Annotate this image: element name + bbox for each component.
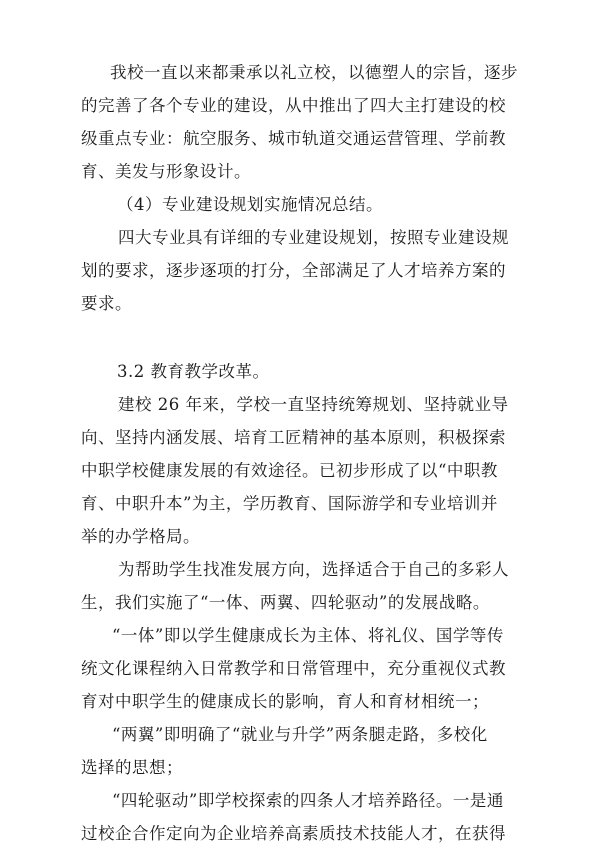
paragraph-2-line-1: 四大专业具有详细的专业建设规划，按照专业建设规 [118, 228, 509, 248]
paragraph-4-line-1: 为帮助学生找准发展方向，选择适合于自己的多彩人 [118, 559, 509, 579]
paragraph-2-line-3: 要求。 [81, 294, 132, 314]
paragraph-6-line-1: “两翼”即明确了“就业与升学”两条腿走路，多校化 [112, 724, 488, 744]
paragraph-1-line-3: 级重点专业：航空服务、城市轨道交通运营管理、学前教 [81, 129, 506, 148]
paragraph-5-line-1: “一体”即以学生健康成长为主体、将礼仪、国学等传 [112, 625, 504, 645]
paragraph-5-line-3: 育对中职学生的健康成长的影响，育人和育材相统一； [81, 691, 489, 711]
section-heading-3-2: 3.2 教育教学改革。 [117, 361, 270, 381]
paragraph-6-line-2: 选择的思想； [81, 757, 183, 777]
paragraph-3-line-5: 举的办学格局。 [81, 526, 200, 546]
paragraph-3-line-4: 育、中职升本”为主，学历教育、国际游学和专业培训并 [81, 493, 498, 513]
paragraph-7-line-2: 过校企合作定向为企业培养高素质技术技能人才，在获得 [81, 824, 506, 843]
paragraph-3-line-3: 中职学校健康发展的有效途径。已初步形成了以“中职教 [81, 460, 498, 480]
paragraph-7-line-1: “四轮驱动”即学校探索的四条人才培养路径。一是通 [112, 790, 504, 810]
paragraph-3-line-1: 建校 26 年来，学校一直坚持统筹规划、坚持就业导 [118, 394, 509, 414]
paragraph-1-line-2: 的完善了各个专业的建设，从中推出了四大主打建设的校 [81, 96, 506, 115]
paragraph-1-line-4: 育、美发与形象设计。 [81, 162, 251, 181]
section-heading-4: （4）专业建设规划实施情况总结。 [117, 195, 383, 215]
paragraph-5-line-2: 统文化课程纳入日常教学和日常管理中，充分重视仪式教 [81, 658, 506, 678]
paragraph-1-line-1: 我校一直以来都秉承以礼立校，以德塑人的宗旨，逐步 [110, 63, 518, 82]
paragraph-3-line-2: 向、坚持内涵发展、培育工匠精神的基本原则，积极探索 [81, 427, 506, 447]
paragraph-4-line-2: 生，我们实施了“一体、两翼、四轮驱动”的发展战略。 [81, 592, 490, 612]
paragraph-2-line-2: 划的要求，逐步逐项的打分，全部满足了人才培养方案的 [81, 261, 506, 281]
